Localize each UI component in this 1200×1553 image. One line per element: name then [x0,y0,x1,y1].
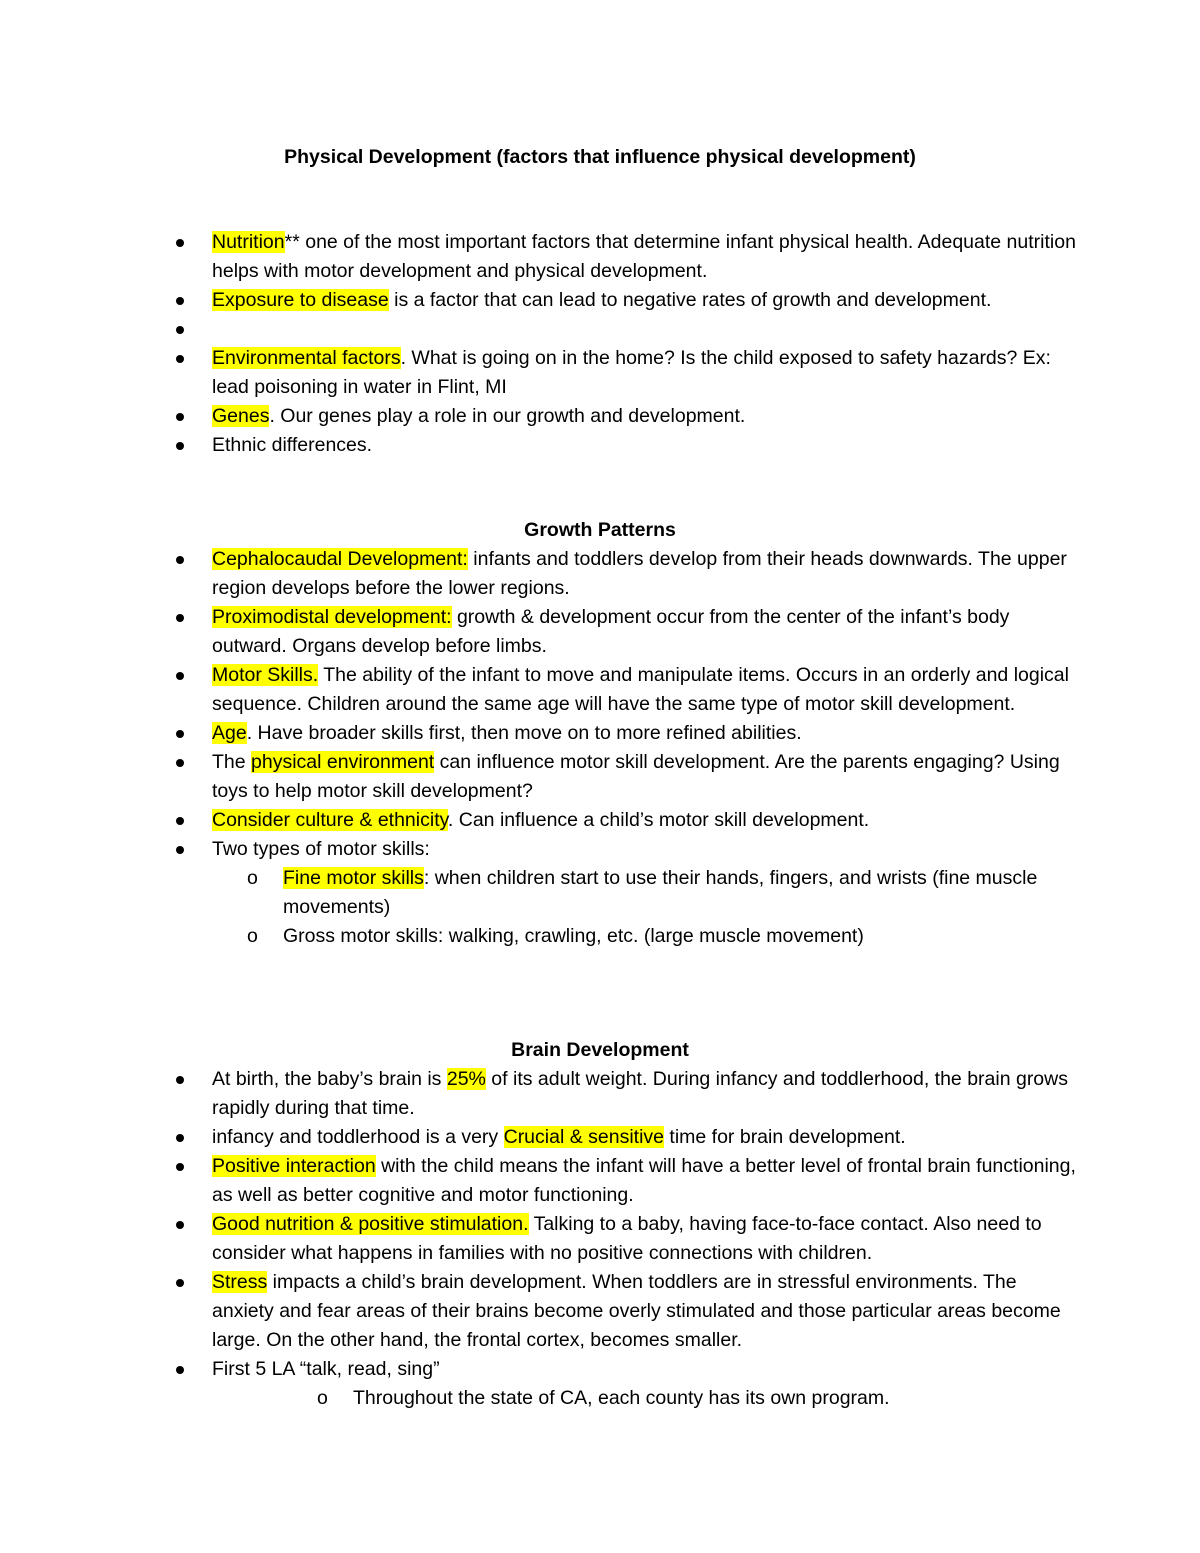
bullet-icon [176,1134,184,1142]
bullet-icon [176,556,184,564]
circle-bullet-icon: o [247,867,258,889]
list-item [0,748,1082,806]
item-text: . Our genes play a role in our growth and development. [269,405,746,427]
highlight-text: Environmental factors [212,347,401,369]
highlight-text: Motor Skills. [212,664,319,686]
bullet-icon [176,817,184,825]
item-text: . Can influence a child’s motor skill development. [447,809,870,831]
brain-list [0,1065,1200,1413]
bullet-icon [176,355,184,363]
list-item [0,1268,1082,1355]
item-text: time for brain development. [664,1126,906,1148]
highlight-text: 25% [446,1068,486,1090]
item-text: growth & development occur from the center of the infant’s body outward. Organs develop before limbs. [212,606,1010,657]
bullet-icon [176,297,184,305]
highlight-text: Fine motor skills [283,867,424,889]
bullet-icon [176,1221,184,1229]
bullet-icon [176,1366,184,1374]
item-prefix: At birth, the baby’s brain is [212,1068,447,1090]
highlight-text: Positive interaction [212,1155,376,1177]
bullet-icon [176,413,184,421]
list-item [0,1065,1082,1123]
highlight-text: Crucial & sensitive [503,1126,664,1148]
list-item [0,286,1082,315]
list-item [0,228,1082,286]
bullet-icon [176,730,184,738]
item-text: impacts a child’s brain development. When toddlers are in stressful environments. The anxiety and fear areas of their brains become overly stimulated and those particular areas become large. On the other hand, the frontal cortex, becomes smaller. [212,1271,1061,1351]
item-text: with the child means the infant will have a better level of frontal brain functioning, as well as better cognitive and motor functioning. [212,1155,1076,1206]
bullet-icon [176,759,184,767]
bullet-icon [176,672,184,680]
list-item [0,661,1082,719]
circle-bullet-icon: o [247,925,258,947]
document-title: Physical Development (factors that influence physical development) [284,146,916,168]
section-heading-growth: Growth Patterns [524,519,676,541]
list-item-empty [0,315,1082,344]
item-text: Two types of motor skills: [212,838,430,860]
list-item [0,1210,1082,1268]
list-item [0,344,1082,402]
factors-list [0,228,1200,460]
list-item [0,1152,1082,1210]
item-prefix: The [212,751,252,773]
item-text: Gross motor skills: walking, crawling, etc. (large muscle movement) [283,925,864,947]
item-text: : when children start to use their hands, fingers, and wrists (fine muscle movements) [283,867,1038,918]
list-item [0,1355,1082,1384]
list-item [0,806,1082,835]
list-item [0,603,1082,661]
sub-list-item [0,1384,1083,1413]
highlight-text: Age [212,722,247,744]
item-text: . Have broader skills first, then move on to more refined abilities. [246,722,802,744]
list-item [0,719,1082,748]
highlight-text: Nutrition [212,231,285,253]
circle-bullet-icon: o [317,1387,328,1409]
list-item [0,1123,1082,1152]
sub-list-item [0,864,1083,922]
highlight-text: Cephalocaudal Development: [212,548,468,570]
highlight-text: Proximodistal development: [212,606,452,628]
sub-list-item [0,922,1083,951]
highlight-text: Genes [212,405,270,427]
highlight-text: Consider culture & ethnicity [212,809,448,831]
item-text: The ability of the infant to move and manipulate items. Occurs in an orderly and logical sequence. Children around the same age will have the same type of motor skill development. [212,664,1069,715]
item-text: . What is going on in the home? Is the child exposed to safety hazards? Ex: lead poisoning in water in Flint, MI [212,347,1051,398]
list-item [0,545,1082,603]
list-item [0,402,1082,431]
item-text: Throughout the state of CA, each county has its own program. [353,1387,890,1409]
section-heading-brain: Brain Development [511,1039,689,1061]
bullet-icon [176,239,184,247]
item-text: of its adult weight. During infancy and toddlerhood, the brain grows rapidly during that time. [212,1068,1068,1119]
item-text: Ethnic differences. [212,434,373,456]
highlight-text: Good nutrition & positive stimulation. [212,1213,529,1235]
bullet-icon [176,614,184,622]
item-text: is a factor that can lead to negative rates of growth and development. [388,289,992,311]
bullet-icon [176,326,184,334]
item-text: can influence motor skill development. Are the parents engaging? Using toys to help motor skill development? [212,751,1060,802]
bullet-icon [176,1279,184,1287]
highlight-text: Stress [212,1271,268,1293]
list-item [0,431,1082,460]
bullet-icon [176,1163,184,1171]
highlight-text: physical environment [251,751,435,773]
bullet-icon [176,1076,184,1084]
item-text: infants and toddlers develop from their heads downwards. The upper region develops before the lower regions. [212,548,1067,599]
item-text: ** one of the most important factors that determine infant physical health. Adequate nutrition helps with motor development and physical development. [212,231,1076,282]
bullet-icon [176,846,184,854]
list-item [0,835,1082,864]
bullet-icon [176,442,184,450]
item-text: Talking to a baby, having face-to-face contact. Also need to consider what happens in families with no positive connections with children. [212,1213,1042,1264]
item-prefix: infancy and toddlerhood is a very [212,1126,504,1148]
highlight-text: Exposure to disease [212,289,389,311]
item-text: First 5 LA “talk, read, sing” [212,1358,440,1380]
growth-list [0,545,1200,951]
